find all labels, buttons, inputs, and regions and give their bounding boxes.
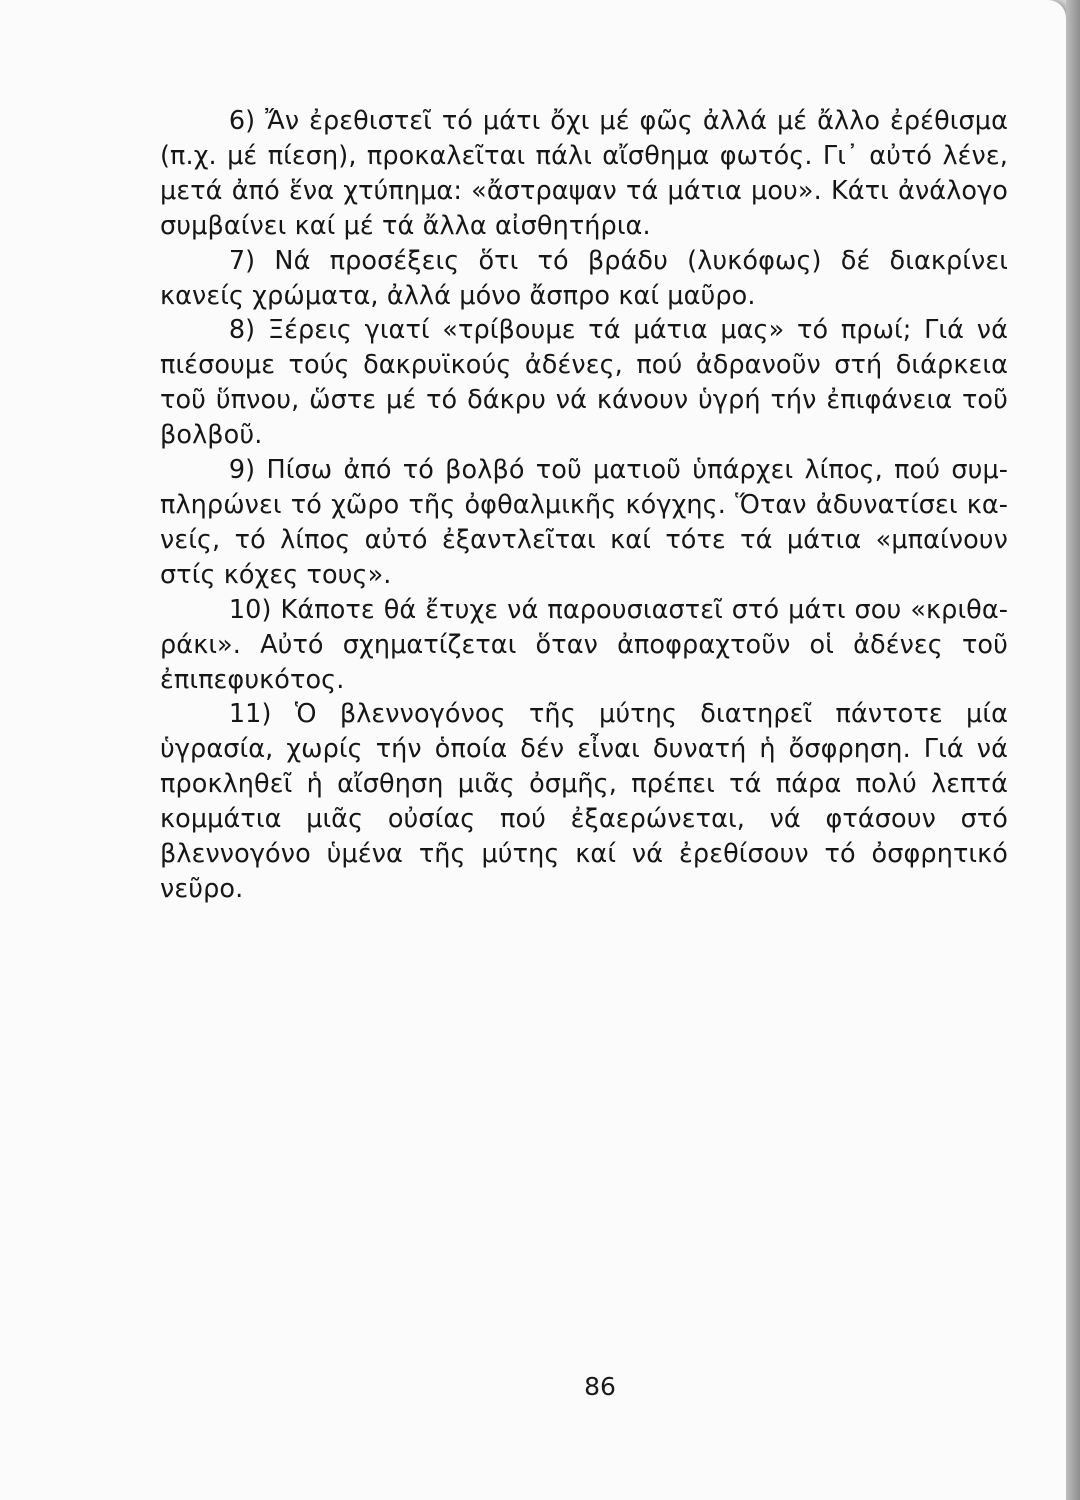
paragraph-9: 9) Πίσω ἀπό τό βολβό τοῦ ματιοῦ ὑπάρχει λίπος, πού συμπληρώνει τό χῶρο τῆς ὀφθαλμικῆς κόγχης. Ὅταν ἀδυνατίσει κανείς, τό λίπος αὐτό ἐξαντλεῖται καί τότε τά μάτια «μπαίνουν στίς κόχες τους». <box>160 455 1008 590</box>
page-edge-shadow <box>1066 0 1080 1500</box>
paragraph-7: 7) Νά προσέξεις ὅτι τό βράδυ (λυκόφως) δέ διακρίνει κανείς χρώματα, ἀλλά μόνο ἄσπρο καί μαῦρο. <box>160 245 1008 311</box>
paragraph-10: 10) Κάποτε θά ἔτυχε νά παρουσιαστεῖ στό μάτι σου «κριθαράκι». Αὐτό σχηματίζεται ὅταν ἀποφραχτοῦν οἱ ἀδένες τοῦ ἐπιπεφυκότος. <box>160 594 1008 695</box>
paragraph-11: 11) Ὁ βλεννογόνος τῆς μύτης διατηρεῖ πάντοτε μία ὑγρασία, χωρίς τήν ὁποία δέν εἶναι δυνατή ἡ ὄσφρηση. Γιά νά προκληθεῖ ἡ αἴσθηση μιᾶς ὀσμῆς, πρέπει τά πάρα πολύ λεπτά κομμάτια μιᾶς οὐσίας πού ἐξαερώνεται, νά φτάσουν στό βλεννογόνο ὑμένα τῆς μύτης καί νά ἐρεθίσουν τό ὀσφρητικό νεῦρο. <box>160 699 1008 904</box>
page-number: 86 <box>584 1372 616 1401</box>
paragraph-6: 6) Ἄν ἐρεθιστεῖ τό μάτι ὄχι μέ φῶς ἀλλά μέ ἄλλο ἐρέθισμα (π.χ. μέ πίεση), προκαλεῖται πάλι αἴσθημα φωτός. Γι᾽ αὐτό λένε, μετά ἀπό ἕνα χτύπημα: «ἄστραψαν τά μάτια μου». Κάτι ἀνάλογο συμβαίνει καί μέ τά ἄλλα αἰσθητήρια. <box>160 106 1008 241</box>
paragraph-8: 8) Ξέρεις γιατί «τρίβουμε τά μάτια μας» τό πρωί; Γιά νά πιέσουμε τούς δακρυϊκούς ἀδένες, πού ἀδρανοῦν στή διάρκεια τοῦ ὕπνου, ὥστε μέ τό δάκρυ νά κάνουν ὑγρή τήν ἐπιφάνεια τοῦ βολβοῦ. <box>160 315 1008 451</box>
body-text <box>160 104 1008 907</box>
